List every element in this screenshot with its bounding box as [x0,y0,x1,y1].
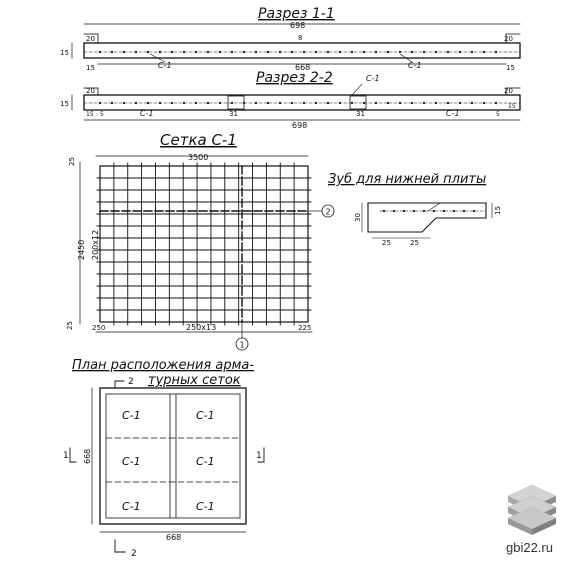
rebar-dot [443,210,445,212]
mesh-grid [97,163,311,325]
rebar-dot [195,51,197,53]
dim-15: 15 [60,100,69,108]
rebar-dots [99,51,497,53]
placement-plan [63,358,264,559]
rebar-dot [279,51,281,53]
rebar-dot [351,51,353,53]
rebar-dot [159,102,161,104]
rebar-dot [411,51,413,53]
rebar-dot [123,102,125,104]
dim-20: 20 [504,87,513,95]
rebar-dot [447,51,449,53]
plan-title-line2: турных сеток [148,373,241,388]
rebar-dot [423,210,425,212]
dim-668: 668 [83,448,92,464]
rebar-dot [339,102,341,104]
watermark-text: gbi22.ru [506,540,553,555]
dim-25: 25 [68,157,76,166]
callout-1: 1 [239,340,245,350]
dim-668: 668 [295,63,311,72]
rebar-dot [403,210,405,212]
rebar-dot [459,102,461,104]
rebar-dot [375,102,377,104]
dim-5: 5 [496,111,500,118]
dim-2450: 2450 [77,239,86,260]
section-mark [70,448,76,462]
rebar-dot [183,102,185,104]
rebar-dot [387,102,389,104]
rebar-dot [207,51,209,53]
rebar-dot [183,51,185,53]
rebar-dot [135,102,137,104]
rebar-dot [291,102,293,104]
dim-15: 15 [60,49,69,57]
rebar-dot [327,102,329,104]
plan-cell-label: С-1 [196,455,215,468]
dim-20: 20 [86,35,95,43]
dim-15: 15 [86,111,94,118]
rebar-dot [171,51,173,53]
rebar-dot [147,102,149,104]
rebar-dot [435,102,437,104]
mesh-label: С-1 [408,61,422,70]
rebar-dot [231,51,233,53]
rebar-dot [111,102,113,104]
rebar-dot [363,102,365,104]
section-mark [115,540,125,552]
dim-15: 15 [494,206,502,215]
mesh-label: С-1 [446,109,460,118]
rebar-dot [195,102,197,104]
mesh-label: С-1 [366,74,380,83]
rebar-dot [463,210,465,212]
section-2-2 [60,70,520,130]
rebar-dot [435,51,437,53]
dim-698: 698 [290,21,306,30]
section-mark-1: 1 [63,451,69,461]
rebar-dot [459,51,461,53]
rebar-dot [279,102,281,104]
rebar-dot [473,210,475,212]
rebar-dot [383,210,385,212]
plan-cell-label: С-1 [122,455,141,468]
rebar-dot [433,210,435,212]
plan-cell-label: С-1 [196,500,215,513]
dim-20: 20 [504,35,513,43]
rebar-dot [243,51,245,53]
section-1-1-title: Разрез 1-1 [258,6,335,22]
rebar-dot [111,51,113,53]
rebar-dot [471,51,473,53]
rebar-dot [267,51,269,53]
rebar-dot [423,102,425,104]
rebar-dot [255,51,257,53]
mesh-label: С-1 [158,61,172,70]
dim-698: 698 [292,121,308,130]
mesh-border [100,166,308,322]
dim-31: 31 [229,110,238,118]
rebar-dot [483,51,485,53]
dim-15: 15 [86,64,95,72]
rebar-dot [303,51,305,53]
dim-225: 225 [298,324,312,332]
dim-3500: 3500 [188,153,209,162]
leader-line [352,84,362,95]
section-2-2-title: Разрез 2-2 [256,70,333,86]
rebar-dot [399,51,401,53]
rebar-dot [471,102,473,104]
rebar-dot [219,102,221,104]
tooth-profile [368,203,486,232]
plan-cell-label: С-1 [196,409,215,422]
rebar-dot [399,102,401,104]
mesh-c1-title: Сетка С-1 [160,131,237,149]
overlap-zone [228,96,244,109]
rebar-dot [411,102,413,104]
dim-31: 31 [356,110,365,118]
section-mark [115,381,124,388]
rebar-dot [423,51,425,53]
rebar-dots [99,102,497,104]
dim-25: 25 [66,321,74,330]
slab-section [84,43,520,58]
dim-8: 8 [298,34,303,42]
rebar-dot [135,51,137,53]
rebar-dot [495,102,497,104]
rebar-dot [159,51,161,53]
rebar-dot [123,51,125,53]
rebar-dot [303,102,305,104]
dim-250x13: 250x13 [186,323,217,332]
rebar-dot [483,102,485,104]
dim-15: 15 [506,64,515,72]
dim-25: 25 [410,239,419,247]
rebar-dot [267,102,269,104]
rebar-dot [291,51,293,53]
mesh-label: С-1 [140,109,154,118]
rebar-dot [99,51,101,53]
dim-20: 20 [86,87,95,95]
rebar-dot [315,51,317,53]
tooth-detail [325,172,502,247]
rebar-dot [351,102,353,104]
rebar-dot [147,51,149,53]
section-1-1 [60,6,520,72]
dim-5: 5 [100,111,104,118]
rebar-dot [375,51,377,53]
dim-30: 30 [354,213,362,222]
rebar-dot [447,102,449,104]
dim-250: 250 [92,324,106,332]
plan-cell-label: С-1 [122,409,141,422]
rebar-dot [219,51,221,53]
rebar-dot [413,210,415,212]
rebar-dot [315,102,317,104]
callout-2: 2 [325,207,331,217]
dim-25: 25 [382,239,391,247]
dim-15: 15 [508,103,516,110]
section-mark-1: 1 [256,451,262,461]
rebar-dot [171,102,173,104]
rebar-dot [393,210,395,212]
rebar-dot [339,51,341,53]
dim-668: 668 [166,533,182,542]
rebar-dot [231,102,233,104]
plan-title-line1: План расположения арма- [72,358,255,373]
section-mark-2: 2 [131,549,137,559]
watermark [506,485,556,555]
tooth-title: Зуб для нижней плиты [328,172,487,187]
section-mark-2: 2 [128,377,134,387]
slab-stack-logo [508,485,556,535]
slab-section [84,95,520,110]
rebar-dot [363,51,365,53]
dim-200x12: 200x12 [91,229,100,260]
mesh-c1 [66,131,334,350]
rebar-dot [207,102,209,104]
rebar-dot [453,210,455,212]
rebar-bend [428,203,440,211]
rebar-dot [327,51,329,53]
rebar-dot [495,51,497,53]
rebar-dot [255,102,257,104]
rebar-dot [99,102,101,104]
plan-cell-label: С-1 [122,500,141,513]
rebar-dot [387,51,389,53]
